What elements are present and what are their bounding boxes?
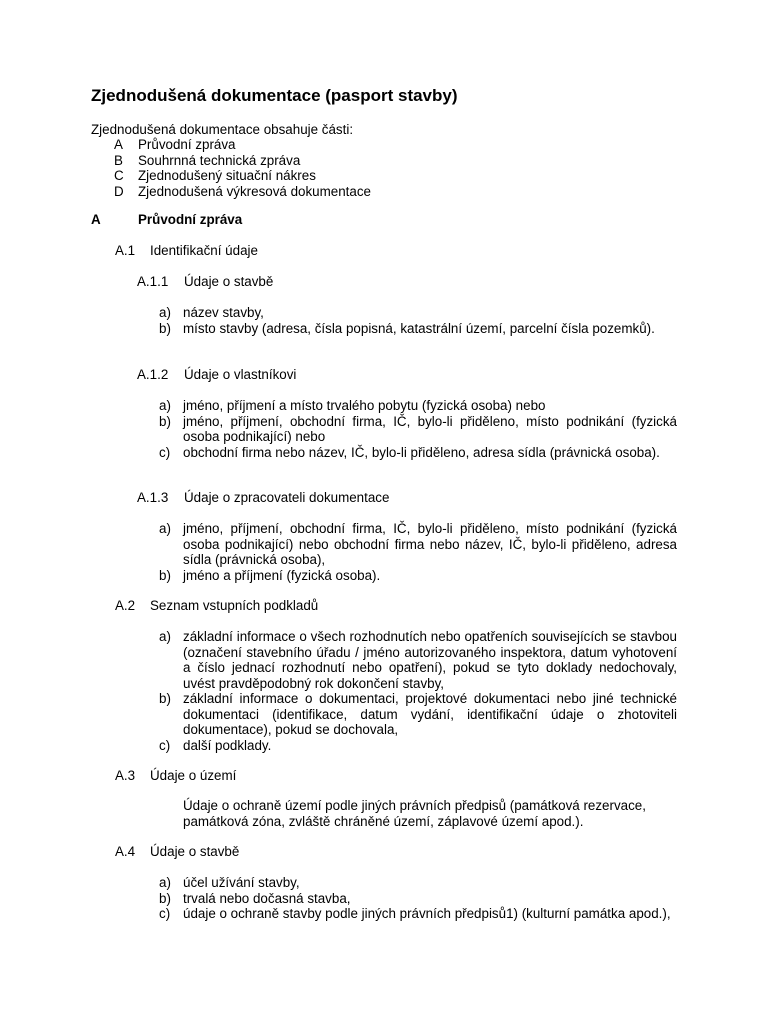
document-title: Zjednodušená dokumentace (pasport stavby) xyxy=(91,86,458,105)
subsection-title: Údaje o území xyxy=(150,768,237,783)
a11-list xyxy=(159,305,677,336)
list-item xyxy=(159,691,677,738)
part-letter: A xyxy=(114,137,123,152)
subsection-a4-heading xyxy=(115,844,240,860)
subsection-number: A.2 xyxy=(115,598,136,613)
a12-list xyxy=(159,398,677,460)
subsection-number: A.1.2 xyxy=(137,367,169,382)
list-item xyxy=(159,629,677,691)
subsection-number: A.1.3 xyxy=(137,490,169,505)
list-marker: b) xyxy=(159,413,171,429)
list-marker: a) xyxy=(159,875,171,890)
list-item xyxy=(159,445,677,461)
list-marker: c) xyxy=(159,737,171,753)
subsection-title: Seznam vstupních podkladů xyxy=(150,598,319,613)
a4-list xyxy=(159,875,677,922)
subsection-title: Údaje o zpracovateli dokumentace xyxy=(184,490,390,505)
list-item-text: další podklady. xyxy=(183,737,272,753)
part-title: Souhrnná technická zpráva xyxy=(138,152,301,168)
list-item-text: jméno, příjmení a místo trvalého pobytu (fyzická osoba) nebo xyxy=(183,398,546,413)
subsection-number: A.1.1 xyxy=(137,274,169,289)
list-item-text: místo stavby (adresa, čísla popisná, katastrální území, parcelní čísla pozemků). xyxy=(183,320,655,336)
subsection-a11-heading xyxy=(137,274,274,290)
list-item xyxy=(159,398,677,414)
a2-list xyxy=(159,629,677,753)
subsection-a12-heading xyxy=(137,367,297,383)
list-item-text: název stavby, xyxy=(183,305,264,320)
part-letter: C xyxy=(114,168,124,183)
list-item xyxy=(159,321,677,337)
list-item-text: jméno, příjmení, obchodní firma, IČ, bylo-li přiděleno, místo podnikání (fyzická osoba podnikající) nebo obchodní firma nebo název, IČ, bylo-li přiděleno, adresa sídla (právnická osoba), xyxy=(183,521,677,567)
list-marker: b) xyxy=(159,691,171,706)
subsection-a2-heading xyxy=(115,598,319,614)
section-number: A xyxy=(91,212,101,227)
subsection-a13-heading xyxy=(137,490,390,506)
list-marker: c) xyxy=(159,906,171,921)
subsection-title: Údaje o stavbě xyxy=(184,274,274,289)
list-item xyxy=(159,305,677,321)
subsection-title: Identifikační údaje xyxy=(150,243,258,258)
part-letter: D xyxy=(114,183,124,199)
list-item-text: základní informace o všech rozhodnutích nebo opatřeních souvisejících se stavbou (označení stavebního úřadu / jméno autorizovaného inspektora, datum vyhotovení a číslo jednací rozhodnutí nebo opatření), pokud se tyto doklady nedochovaly, uvést pravděpodobný rok dokončení stavby, xyxy=(183,629,677,691)
subsection-title: Údaje o stavbě xyxy=(150,844,240,859)
section-title: Průvodní zpráva xyxy=(138,212,243,227)
list-item xyxy=(159,414,677,445)
list-marker: b) xyxy=(159,890,171,906)
list-marker: a) xyxy=(159,629,171,644)
subsection-number: A.4 xyxy=(115,844,136,859)
list-marker: a) xyxy=(159,398,171,413)
list-item xyxy=(159,521,677,568)
subsection-number: A.1 xyxy=(115,243,136,258)
subsection-title: Údaje o vlastníkovi xyxy=(184,367,297,382)
a3-paragraph: Údaje o ochraně území podle jiných právních předpisů (památková rezervace, památková zóna, zvláště chráněné území, záplavové území apod.). xyxy=(183,798,646,829)
subsection-a1-heading xyxy=(115,243,258,259)
list-item-text: trvalá nebo dočasná stavba, xyxy=(183,890,351,906)
intro-text: Zjednodušená dokumentace obsahuje části: xyxy=(91,122,354,137)
list-item-text: obchodní firma nebo název, IČ, bylo-li přiděleno, adresa sídla (právnická osoba). xyxy=(183,444,660,460)
part-title: Zjednodušený situační nákres xyxy=(138,168,316,183)
list-item xyxy=(159,738,677,754)
list-item-text: jméno a příjmení (fyzická osoba). xyxy=(183,567,381,583)
subsection-a3-heading xyxy=(115,768,237,784)
list-item-text: jméno, příjmení, obchodní firma, IČ, bylo-li přiděleno, místo podnikání (fyzická osoba podnikající) nebo xyxy=(183,413,677,444)
part-title: Průvodní zpráva xyxy=(138,137,236,152)
list-marker: a) xyxy=(159,305,171,320)
list-item-text: základní informace o dokumentaci, projektové dokumentaci nebo jiné technické dokumentaci (identifikace, datum vydání, identifikační údaje o zhotoviteli dokumentace), pokud se dochovala, xyxy=(183,691,677,737)
list-marker: c) xyxy=(159,444,171,460)
list-item xyxy=(159,568,677,584)
a13-list xyxy=(159,521,677,583)
list-marker: b) xyxy=(159,567,171,583)
list-marker: b) xyxy=(159,320,171,336)
part-title: Zjednodušená výkresová dokumentace xyxy=(138,183,371,199)
list-item-text: údaje o ochraně stavby podle jiných právních předpisů1) (kulturní památka apod.), xyxy=(183,906,671,921)
list-marker: a) xyxy=(159,521,171,536)
list-item-text: účel užívání stavby, xyxy=(183,875,300,890)
list-item xyxy=(159,875,677,891)
subsection-number: A.3 xyxy=(115,768,136,783)
list-item xyxy=(159,906,677,922)
list-item xyxy=(159,891,677,907)
part-letter: B xyxy=(114,152,123,168)
